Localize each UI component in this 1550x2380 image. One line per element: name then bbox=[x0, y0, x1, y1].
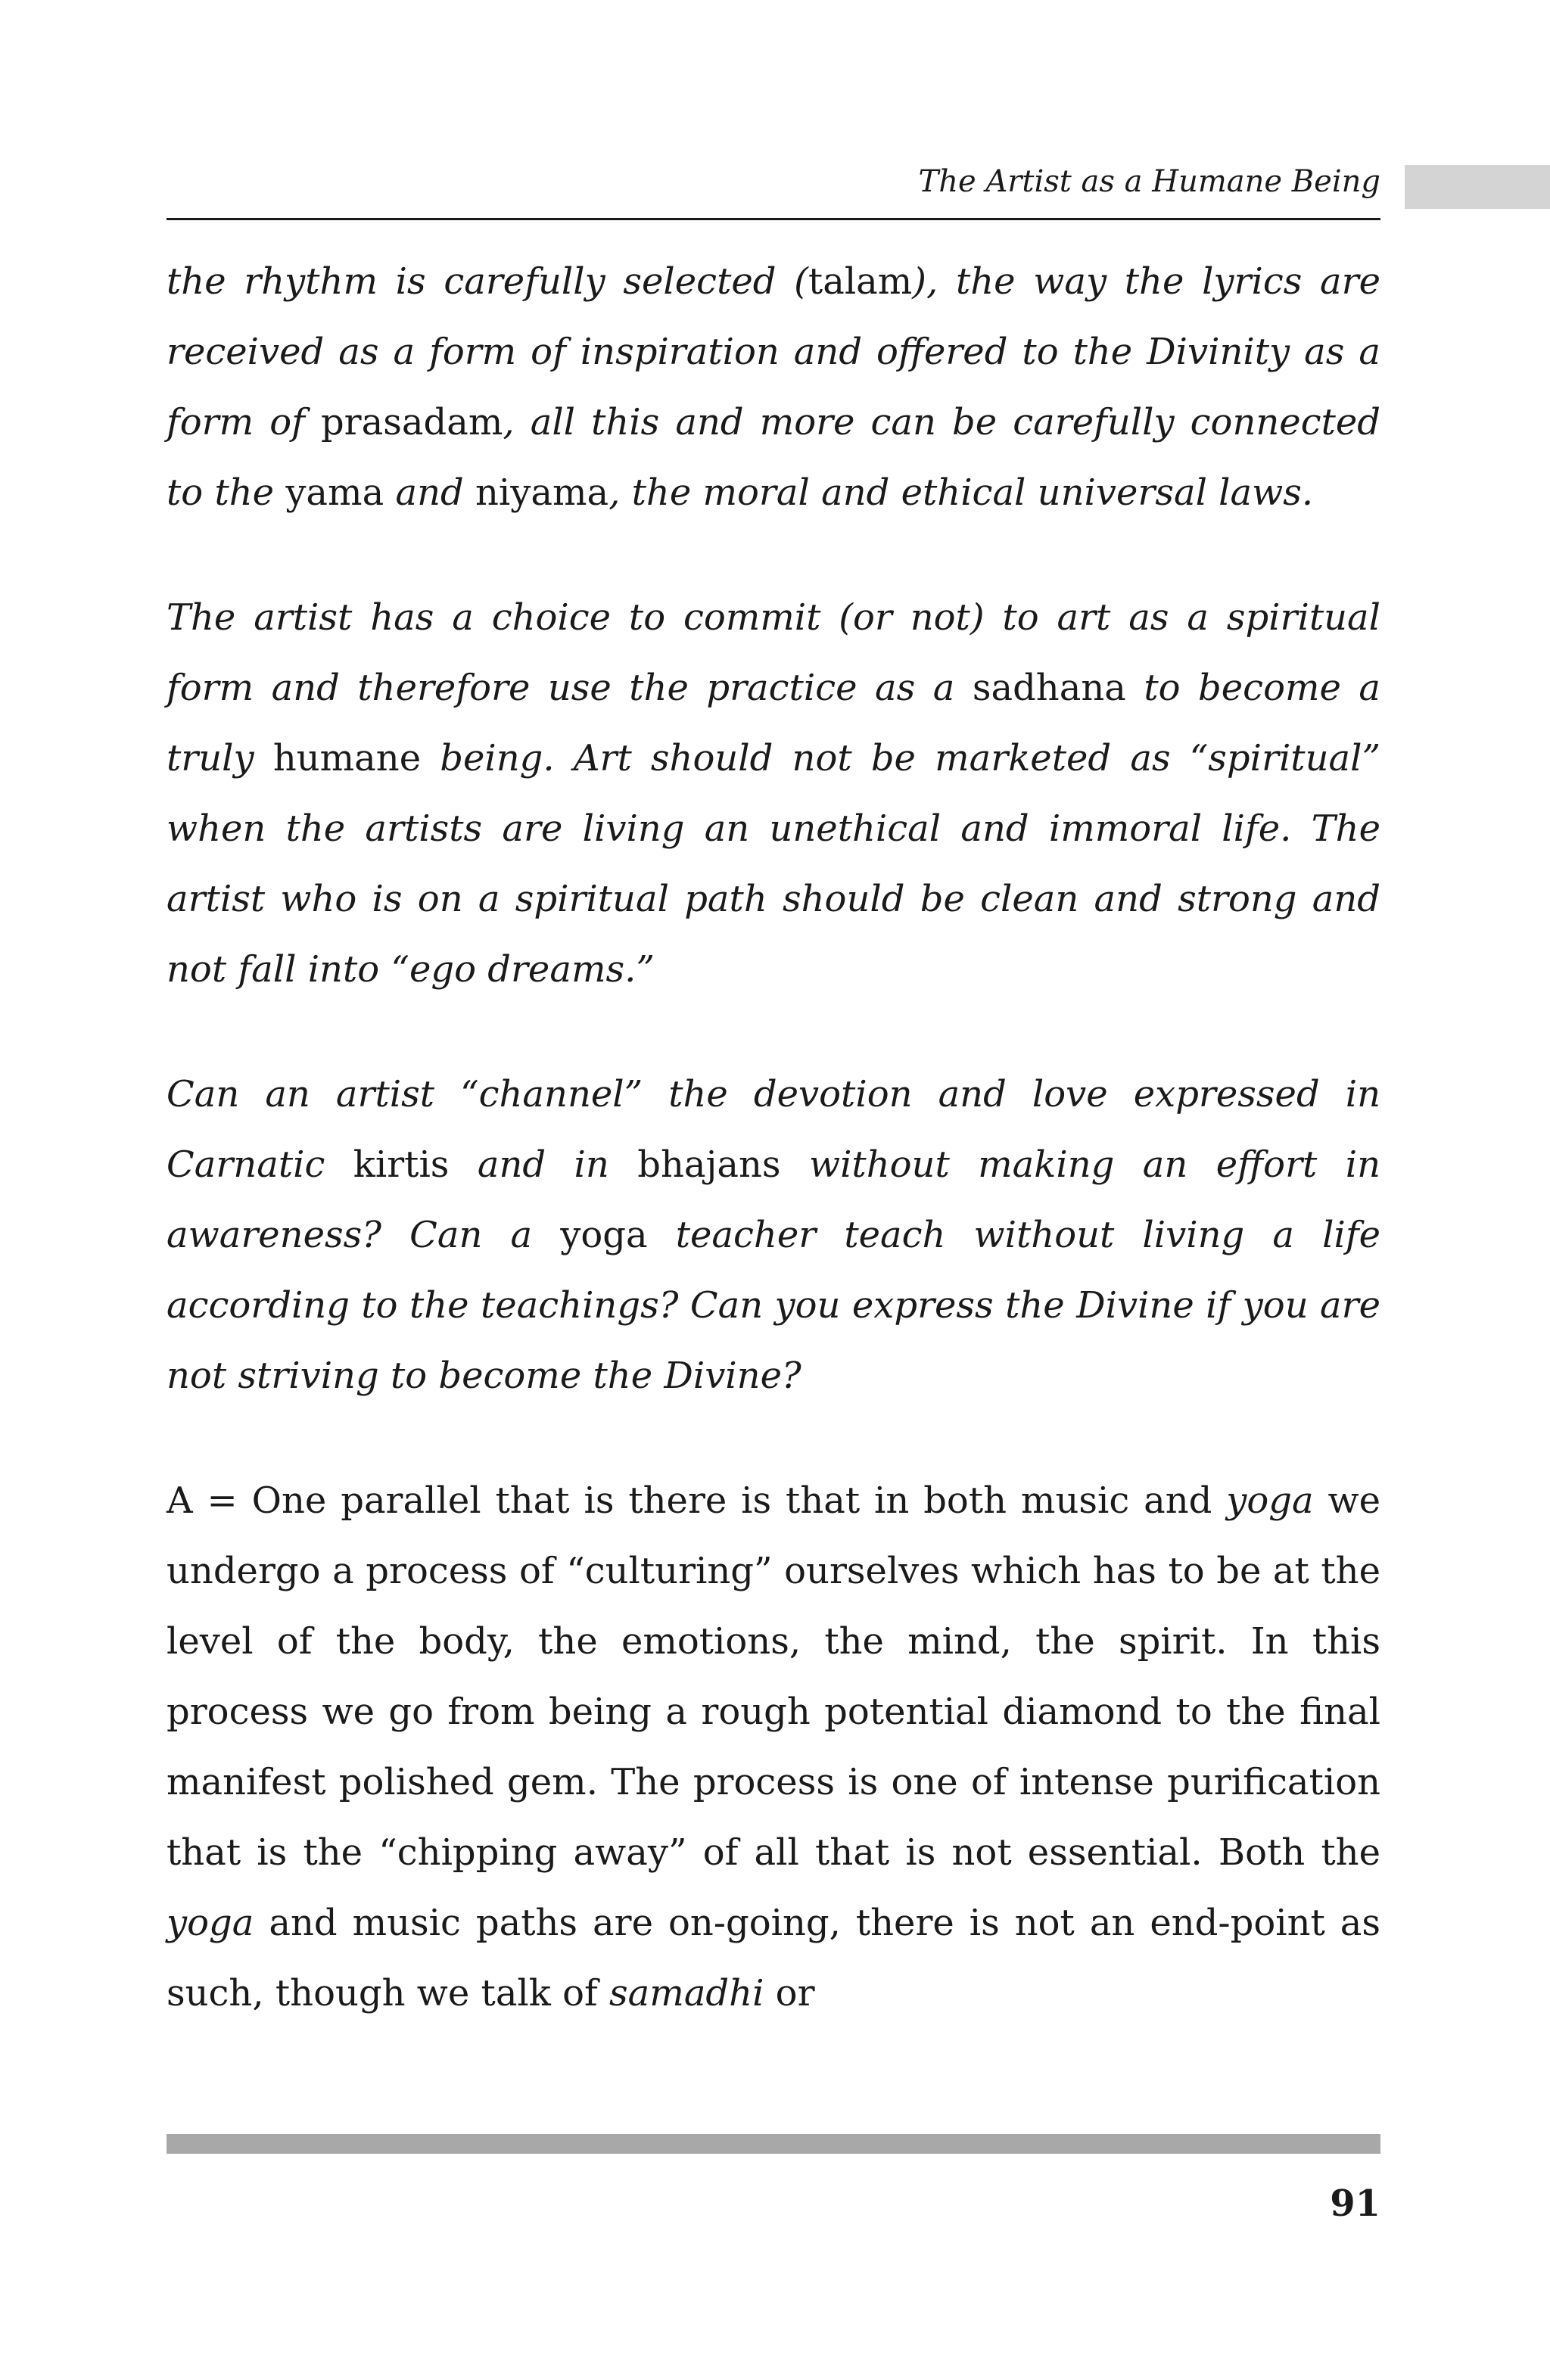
text-segment: and bbox=[384, 471, 475, 514]
text-segment: being. Art should not be marketed as “spiritual” when the artists are living an unethical and immoral life. The artist who is on a spiritual path should be clean and strong and not fall into “ego dreams.” bbox=[167, 737, 1381, 991]
text-segment: teacher teach without living a life according to the teachings? Can you express the Divine if you are not striving to become the Divine? bbox=[167, 1214, 1380, 1397]
footer-bar bbox=[167, 2134, 1380, 2154]
page-number: 91 bbox=[1330, 2182, 1380, 2225]
text-segment: the rhythm is carefully selected ( bbox=[167, 260, 808, 303]
term-niyama: niyama bbox=[475, 471, 609, 514]
text-segment: without making an effort in awareness? Can a bbox=[167, 1143, 1380, 1256]
text-segment: ), the way the lyrics are received as a form of inspiration and offered to the Divinity as a form of bbox=[167, 260, 1381, 443]
text-segment: Can an artist “channel” the devotion and love expressed in Carnatic bbox=[167, 1073, 1380, 1186]
term-talam: talam bbox=[808, 260, 913, 303]
term-kirtis: kirtis bbox=[353, 1143, 450, 1186]
running-head: The Artist as a Humane Being bbox=[918, 164, 1380, 199]
paragraph-2 bbox=[167, 583, 1380, 1005]
term-bhajans: bhajans bbox=[637, 1143, 781, 1186]
text-segment: or bbox=[764, 1972, 815, 2014]
text-segment: , all this and more can be carefully connected to the bbox=[167, 401, 1380, 514]
header-rule bbox=[167, 218, 1380, 220]
term-sadhana: sadhana bbox=[972, 667, 1126, 709]
text-segment: to become a truly bbox=[167, 667, 1380, 779]
term-yoga: yoga bbox=[167, 1902, 254, 1944]
term-yoga: yoga bbox=[560, 1214, 648, 1256]
term-yama: yama bbox=[285, 471, 384, 514]
term-humane: humane bbox=[272, 737, 422, 779]
paragraph-1 bbox=[167, 247, 1380, 528]
text-segment: we undergo a process of “culturing” ourselves which has to be at the level of the body, the emotions, the mind, the spirit. In this process we go from being a rough potential diamond to the final manifest polished gem. The process is one of intense purification that is the “chipping away” of all that is not essential. Both the bbox=[167, 1479, 1381, 1874]
term-yoga: yoga bbox=[1226, 1479, 1314, 1522]
text-segment: A = One parallel that is there is that in both music and bbox=[167, 1479, 1227, 1522]
text-segment: and music paths are on-going, there is not an end-point as such, though we talk of bbox=[167, 1902, 1380, 2014]
term-samadhi: samadhi bbox=[609, 1972, 764, 2014]
term-prasadam: prasadam bbox=[320, 401, 503, 443]
text-segment: and in bbox=[449, 1143, 638, 1186]
text-segment: , the moral and ethical universal laws. bbox=[608, 471, 1314, 514]
text-segment: The artist has a choice to commit (or not) to art as a spiritual form and therefore use the practice as a bbox=[167, 596, 1380, 709]
body-text bbox=[167, 247, 1380, 2083]
paragraph-4 bbox=[167, 1466, 1380, 2029]
thumb-tab bbox=[1405, 165, 1550, 209]
paragraph-3 bbox=[167, 1059, 1380, 1411]
